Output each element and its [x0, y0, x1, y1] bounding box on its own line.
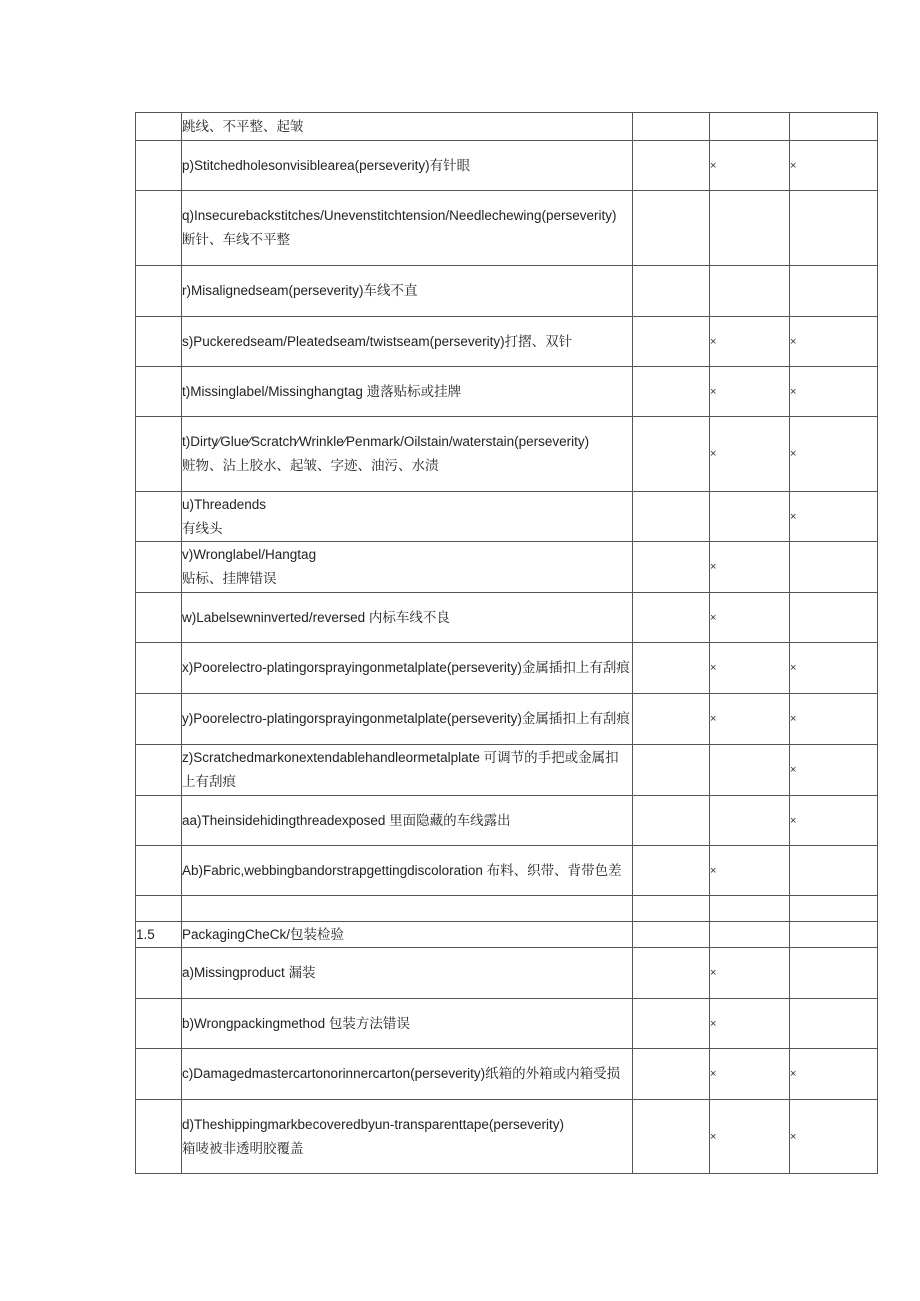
item-number-cell — [136, 113, 182, 141]
column-b-mark: × — [710, 694, 790, 745]
description-line: 跳线、不平整、起皱 — [182, 118, 304, 134]
column-b-mark: × — [710, 593, 790, 643]
table-row — [136, 643, 878, 694]
defect-description-cell — [182, 796, 633, 846]
table-row — [136, 796, 878, 846]
table-row — [136, 191, 878, 266]
description-line: b)Wrongpackingmethod 包装方法错误 — [182, 1015, 410, 1031]
column-b-mark: × — [710, 1049, 790, 1100]
table-row — [136, 694, 878, 745]
column-b-mark: × — [710, 317, 790, 367]
column-c-mark — [790, 593, 878, 643]
column-b-mark — [710, 492, 790, 542]
column-c-mark: × — [790, 367, 878, 417]
table-row — [136, 896, 878, 922]
item-number-cell: 1.5 — [136, 922, 182, 948]
column-b-mark: × — [710, 367, 790, 417]
description-line: x)Poorelectro-platingorsprayingonmetalplate(perseverity)金属插扣上有刮痕 — [182, 660, 630, 675]
description-line: q)Insecurebackstitches/Unevenstitchtension/Needlechewing(perseverity) — [182, 208, 617, 223]
description-line: z)Scratchedmarkonextendablehandleormetalplate 可调节的手把或金属扣上有刮痕 — [182, 750, 619, 789]
column-a-mark — [633, 593, 710, 643]
item-number-cell — [136, 1100, 182, 1174]
description-line: c)Damagedmastercartonorinnercarton(perseverity)纸箱的外箱或内箱受损 — [182, 1066, 621, 1081]
defect-description-cell — [182, 542, 633, 593]
column-b-mark — [710, 796, 790, 846]
column-c-mark — [790, 113, 878, 141]
table-row — [136, 367, 878, 417]
column-b-mark — [710, 922, 790, 948]
column-c-mark: × — [790, 1049, 878, 1100]
column-c-mark: × — [790, 694, 878, 745]
column-c-mark — [790, 191, 878, 266]
defect-description-cell — [182, 948, 633, 999]
item-number-cell — [136, 643, 182, 694]
table-row — [136, 745, 878, 796]
description-line: r)Misalignedseam(perseverity)车线不直 — [182, 283, 418, 298]
column-b-mark: × — [710, 141, 790, 191]
description-line: p)Stitchedholesonvisiblearea(perseverity)有针眼 — [182, 157, 471, 173]
table-row — [136, 922, 878, 948]
column-c-mark: × — [790, 317, 878, 367]
table-row — [136, 266, 878, 317]
item-number-cell — [136, 191, 182, 266]
description-line: Ab)Fabric,webbingbandorstrapgettingdiscoloration 布料、织带、背带色差 — [182, 862, 622, 878]
table-row — [136, 317, 878, 367]
column-a-mark — [633, 317, 710, 367]
inspection-checklist-table — [135, 112, 878, 1174]
table-row — [136, 492, 878, 542]
item-number-cell — [136, 745, 182, 796]
item-number-cell — [136, 896, 182, 922]
description-line: u)Threadends — [182, 496, 267, 512]
column-c-mark: × — [790, 492, 878, 542]
defect-description-cell — [182, 593, 633, 643]
description-line: y)Poorelectro-platingorsprayingonmetalplate(perseverity)金属插扣上有刮痕 — [182, 711, 630, 726]
description-line: s)Puckeredseam/Pleatedseam/twistseam(perseverity)打摺、双针 — [182, 333, 573, 349]
item-number-cell — [136, 317, 182, 367]
defect-description-cell — [182, 694, 633, 745]
description-line: 贴标、挂牌错误 — [182, 571, 277, 586]
column-b-mark: × — [710, 542, 790, 593]
column-a-mark — [633, 492, 710, 542]
description-line: t)Missinglabel/Missinghangtag 遗落贴标或挂牌 — [182, 383, 462, 399]
column-a-mark — [633, 745, 710, 796]
column-c-mark — [790, 846, 878, 896]
table-row — [136, 542, 878, 593]
table-row — [136, 948, 878, 999]
column-c-mark: × — [790, 643, 878, 694]
defect-description-cell — [182, 896, 633, 922]
column-c-mark: × — [790, 417, 878, 492]
description-line: aa)Theinsidehidingthreadexposed 里面隐藏的车线露出 — [182, 812, 511, 828]
table-row — [136, 113, 878, 141]
description-line: w)Labelsewninverted/reversed 内标车线不良 — [182, 609, 450, 625]
defect-description-cell — [182, 317, 633, 367]
description-line: t)Dirty⁄Glue⁄Scratch⁄Wrinkle⁄Penmark/Oilstain/waterstain(perseverity) — [182, 434, 590, 449]
column-a-mark — [633, 694, 710, 745]
table-row — [136, 141, 878, 191]
table-row — [136, 999, 878, 1049]
defect-description-cell — [182, 745, 633, 796]
column-a-mark — [633, 542, 710, 593]
defect-description-cell — [182, 141, 633, 191]
description-line: 有线头 — [182, 520, 223, 536]
column-a-mark — [633, 191, 710, 266]
column-a-mark — [633, 948, 710, 999]
defect-description-cell — [182, 1049, 633, 1100]
table-row — [136, 593, 878, 643]
table-row — [136, 417, 878, 492]
column-b-mark — [710, 266, 790, 317]
table-row — [136, 846, 878, 896]
description-line: 箱唛被非透明胶覆盖 — [182, 1140, 304, 1156]
column-b-mark — [710, 191, 790, 266]
item-number-cell — [136, 796, 182, 846]
column-c-mark — [790, 948, 878, 999]
description-line: 赃物、沾上胶水、起皱、字迹、油污、水渍 — [182, 458, 439, 473]
item-number-cell — [136, 846, 182, 896]
item-number-cell — [136, 367, 182, 417]
column-b-mark — [710, 113, 790, 141]
item-number-cell — [136, 141, 182, 191]
item-number-cell — [136, 492, 182, 542]
column-b-mark — [710, 896, 790, 922]
column-b-mark — [710, 745, 790, 796]
defect-description-cell — [182, 191, 633, 266]
defect-description-cell — [182, 417, 633, 492]
column-a-mark — [633, 643, 710, 694]
column-c-mark: × — [790, 1100, 878, 1174]
defect-description-cell — [182, 846, 633, 896]
column-c-mark — [790, 542, 878, 593]
item-number-cell — [136, 694, 182, 745]
column-b-mark: × — [710, 948, 790, 999]
item-number-cell — [136, 948, 182, 999]
column-b-mark: × — [710, 1100, 790, 1174]
column-a-mark — [633, 141, 710, 191]
column-b-mark: × — [710, 999, 790, 1049]
column-a-mark — [633, 922, 710, 948]
column-c-mark: × — [790, 745, 878, 796]
column-a-mark — [633, 113, 710, 141]
column-b-mark: × — [710, 643, 790, 694]
defect-description-cell — [182, 643, 633, 694]
defect-description-cell — [182, 266, 633, 317]
item-number-cell — [136, 1049, 182, 1100]
defect-description-cell — [182, 999, 633, 1049]
description-line: a)Missingproduct 漏装 — [182, 965, 316, 980]
column-a-mark — [633, 796, 710, 846]
description-line: 断针、车线不平整 — [182, 232, 290, 247]
item-number-cell — [136, 542, 182, 593]
defect-description-cell — [182, 1100, 633, 1174]
column-c-mark — [790, 999, 878, 1049]
defect-description-cell — [182, 367, 633, 417]
description-line: d)Theshippingmarkbecoveredbyun-transparenttape(perseverity) — [182, 1116, 564, 1132]
column-c-mark: × — [790, 796, 878, 846]
column-a-mark — [633, 846, 710, 896]
item-number-cell — [136, 417, 182, 492]
column-a-mark — [633, 1100, 710, 1174]
column-b-mark: × — [710, 417, 790, 492]
column-a-mark — [633, 367, 710, 417]
column-a-mark — [633, 1049, 710, 1100]
item-number-cell — [136, 266, 182, 317]
column-a-mark — [633, 417, 710, 492]
column-a-mark — [633, 896, 710, 922]
item-number-cell — [136, 593, 182, 643]
table-row — [136, 1100, 878, 1174]
column-c-mark — [790, 896, 878, 922]
description-line: v)Wronglabel/Hangtag — [182, 547, 317, 562]
defect-description-cell — [182, 113, 633, 141]
column-b-mark: × — [710, 846, 790, 896]
column-a-mark — [633, 266, 710, 317]
item-number-cell — [136, 999, 182, 1049]
column-c-mark: × — [790, 141, 878, 191]
description-line: PackagingCheCk/包装检验 — [182, 926, 345, 942]
table-row — [136, 1049, 878, 1100]
column-c-mark — [790, 922, 878, 948]
defect-description-cell — [182, 492, 633, 542]
column-c-mark — [790, 266, 878, 317]
column-a-mark — [633, 999, 710, 1049]
defect-description-cell — [182, 922, 633, 948]
